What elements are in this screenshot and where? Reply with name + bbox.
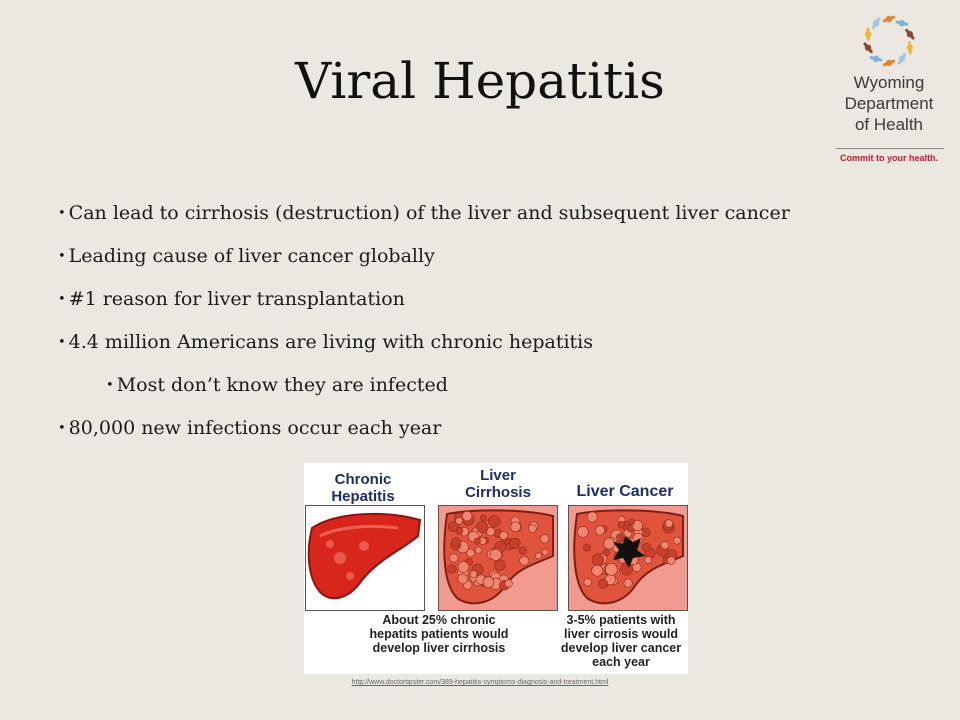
logo-figure <box>884 60 893 66</box>
caption-cirrhosis-risk <box>354 613 524 655</box>
logo-divider <box>836 148 944 149</box>
bullet-icon: • <box>58 249 66 264</box>
caption-line: develop liver cancer <box>560 641 682 655</box>
cirrhotic-liver-icon <box>439 506 557 610</box>
stage-label-line: Liver Cancer <box>576 483 674 500</box>
logo-figure <box>865 29 871 39</box>
logo-tagline: Commit to your health. <box>839 153 938 163</box>
stage-label-line: Cirrhosis <box>465 484 531 501</box>
bullet-icon: • <box>58 292 66 307</box>
logo-figure <box>907 43 913 53</box>
sub-bullet-item <box>58 370 918 413</box>
bullet-icon: • <box>58 206 66 221</box>
stage-label-chronic-hepatitis <box>308 471 418 505</box>
stage-label-liver-cirrhosis <box>442 467 554 501</box>
bullet-item <box>58 327 918 370</box>
bullet-icon: • <box>58 335 66 350</box>
panel-cirrhotic-liver <box>438 505 558 611</box>
bullet-text: 4.4 million Americans are living with chronic hepatitis <box>68 331 593 353</box>
logo-figure <box>907 30 913 38</box>
bullet-text: Leading cause of liver cancer globally <box>68 245 435 267</box>
caption-line: hepatits patients would <box>369 627 509 641</box>
logo-wordmark <box>830 72 948 135</box>
stage-label-liver-cancer <box>562 483 688 500</box>
bullet-icon: • <box>58 421 66 436</box>
caption-line: liver cirrosis would <box>564 627 678 641</box>
source-link[interactable]: http://www.doctortipster.com/389-hepatitis-symptoms-diagnosis-and-treatment.html <box>351 679 609 686</box>
bullet-text: Can lead to cirrhosis (destruction) of the liver and subsequent liver cancer <box>68 202 790 224</box>
logo-figure <box>899 55 905 63</box>
bullet-list <box>58 198 918 456</box>
panel-healthy-liver <box>305 505 425 611</box>
bullet-icon: • <box>106 378 114 393</box>
bullet-text: 80,000 new infections occur each year <box>68 417 442 439</box>
stage-label-line: Chronic <box>334 471 392 488</box>
stage-label-line: Liver <box>480 467 516 484</box>
logo-line-1: Wyoming <box>853 73 925 92</box>
logo-line-3: of Health <box>854 115 924 134</box>
logo-figure <box>884 16 893 22</box>
liver-progression-figure <box>304 463 688 674</box>
panel-cancerous-liver <box>568 505 688 611</box>
logo-figure <box>865 44 871 52</box>
logo-line-2: Department <box>844 94 934 113</box>
caption-line: 3-5% patients with <box>566 613 676 627</box>
wyoming-health-logo <box>830 8 948 173</box>
inflamed-liver-icon <box>306 506 424 610</box>
logo-figure <box>897 20 907 26</box>
bullet-item <box>58 413 918 456</box>
bullet-text: Most don’t know they are infected <box>116 374 448 396</box>
caption-cancer-risk <box>554 613 688 669</box>
slide-title: Viral Hepatitis <box>295 52 665 110</box>
bullet-item <box>58 241 918 284</box>
bullet-item <box>58 198 918 241</box>
bullet-text: #1 reason for liver transplantation <box>68 288 405 310</box>
caption-line: develop liver cirrhosis <box>372 641 506 655</box>
caption-line: each year <box>592 655 650 669</box>
caption-line: About 25% chronic <box>382 613 496 627</box>
stage-label-line: Hepatitis <box>331 488 395 505</box>
logo-figure <box>873 19 879 27</box>
bullet-item <box>58 284 918 327</box>
cancerous-liver-icon <box>569 506 687 610</box>
logo-figure <box>871 56 881 62</box>
people-circle-icon <box>830 8 948 72</box>
